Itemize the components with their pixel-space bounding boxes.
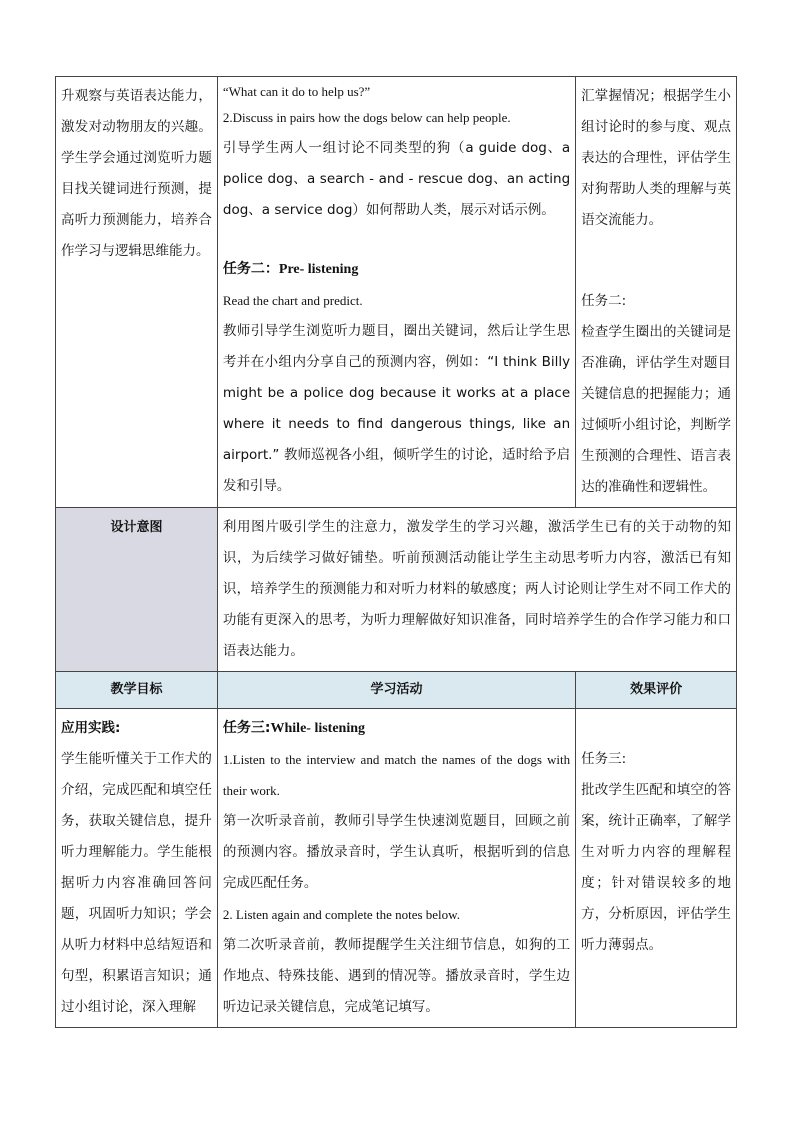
header-objectives: 教学目标 xyxy=(56,672,218,709)
discuss-instruction: 2.Discuss in pairs how the dogs below can help people. xyxy=(222,110,511,125)
evaluation-task3-title: 任务三: xyxy=(581,751,627,767)
task3-title xyxy=(223,713,570,744)
evaluation-task2-text: 检查学生圈出的关键词是否准确，评估学生对题目关键信息的把握能力；通过倾听小组讨论，判断学生预测的合理性、语言表达的准确性和逻辑性。 xyxy=(581,324,731,495)
lesson-plan-table xyxy=(55,76,737,1028)
activity-row-3 xyxy=(56,709,737,1028)
task2-title-cn: 任务二： xyxy=(222,261,279,277)
evaluation-task2-title: 任务二: xyxy=(581,293,627,309)
evaluation-cell-3 xyxy=(576,709,737,1028)
design-intent-label: 设计意图 xyxy=(56,508,218,672)
activity-row-1 xyxy=(56,77,737,508)
design-intent-text: 利用图片吸引学生的注意力，激发学生的学习兴趣，激活学生已有的关于动物的知识，为后续学习做好铺垫。听前预测活动能让学生主动思考听力内容，激活已有知识，培养学生的预测能力和对听力材料的敏感度；两人讨论则让学生对不同工作犬的功能有更深入的思考，为听力理解做好知识准备，同时培养学生的合作学习能力和口语表达能力。 xyxy=(222,519,731,659)
task3-listen-instruction: 1.Listen to the interview and match the names of the dogs with their work. xyxy=(222,752,571,798)
design-intent-cell xyxy=(217,508,736,672)
task3-title-cn: 任务三: xyxy=(222,720,271,736)
header-activities: 学习活动 xyxy=(217,672,575,709)
task3-listen-again: 2. Listen again and complete the notes below. xyxy=(222,907,460,922)
activity-cell-3 xyxy=(217,709,575,1028)
question-quote: “What can it do to help us?” xyxy=(222,84,371,99)
task2-instruction: Read the chart and predict. xyxy=(222,293,363,308)
header-evaluation: 效果评价 xyxy=(576,672,737,709)
task3-first-listen: 第一次听录音前，教师引导学生快速浏览题目，回顾之前的预测内容。播放录音时，学生认真听，根据听到的信息完成匹配任务。 xyxy=(222,813,571,891)
evaluation-task3-text: 批改学生匹配和填空的答案，统计正确率，了解学生对听力内容的理解程度；针对错误较多的地方，分析原因，评估学生听力薄弱点。 xyxy=(581,782,731,953)
task2-guidance: 教师引导学生浏览听力题目，圈出关键词，然后让学生思考并在小组内分享自己的预测内容，例如：“I think Billy might be a police dog because it works at a place where it needs to find dangerous things, like an airport.” 教师巡视各小组，倾听学生的讨论，适时给予启发和引导。 xyxy=(222,323,571,494)
objective-text-3: 学生能听懂关于工作犬的介绍，完成匹配和填空任务，获取关键信息，提升听力理解能力。学生能根据听力内容准确回答问题，巩固听力知识；学会从听力材料中总结短语和句型，积累语言知识；通过小组讨论，深入理解 xyxy=(61,751,212,1015)
objective-text-1: 升观察与英语表达能力，激发对动物朋友的兴趣。学生学会通过浏览听力题目找关键词进行预测，提高听力预测能力，培养合作学习与逻辑思维能力。 xyxy=(61,88,212,259)
task2-title xyxy=(223,254,570,285)
evaluation-cell-1 xyxy=(576,77,737,508)
evaluation-text-1: 汇掌握情况；根据学生小组讨论时的参与度、观点表达的合理性，评估学生对狗帮助人类的理解与英语交流能力。 xyxy=(581,88,731,228)
activity-cell-1 xyxy=(217,77,575,508)
discuss-guidance: 引导学生两人一组讨论不同类型的狗（a guide dog、a police dog、a search - and - rescue dog、an acting dog、a service dog）如何帮助人类，展示对话示例。 xyxy=(222,140,571,218)
objective-cell-3 xyxy=(56,709,218,1028)
task3-title-en: While- listening xyxy=(270,721,366,736)
design-intent-row xyxy=(56,508,737,672)
task2-title-en: Pre- listening xyxy=(278,262,359,277)
task3-second-listen: 第二次听录音前，教师提醒学生关注细节信息，如狗的工作地点、特殊技能、遇到的情况等。播放录音时，学生边听边记录关键信息，完成笔记填写。 xyxy=(222,937,571,1015)
objective-title-3: 应用实践: xyxy=(61,720,121,736)
table-header-row xyxy=(56,672,737,709)
objective-cell-1 xyxy=(56,77,218,508)
